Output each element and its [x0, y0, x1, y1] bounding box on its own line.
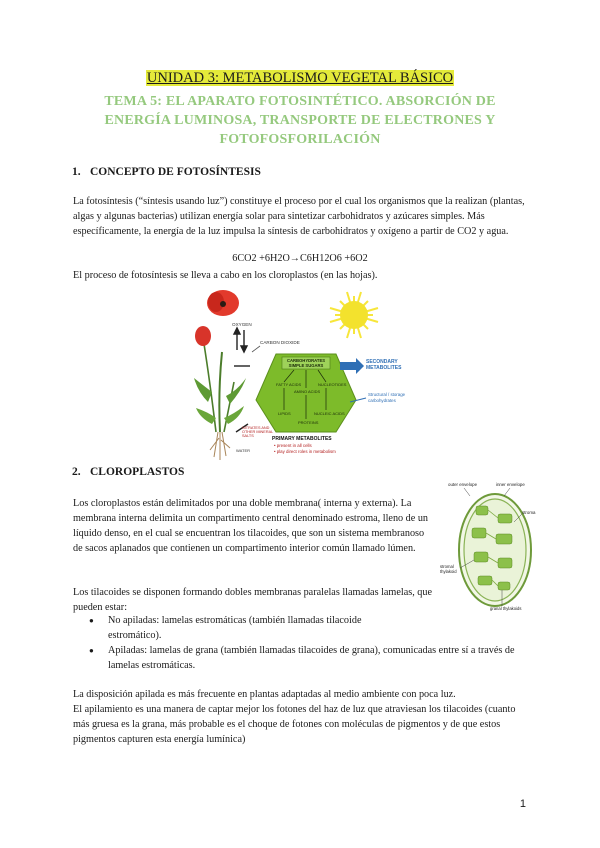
structural-carbohydrates-line2: carbohydrates: [368, 398, 396, 403]
secondary-metabolites-line1: SECONDARY: [366, 359, 398, 365]
fatty-acids-label: FATTY ACIDS: [276, 382, 302, 387]
stromal-thylakoid-line2: thylakoid: [440, 569, 457, 574]
unit-title: UNIDAD 3: METABOLISMO VEGETAL BÁSICO: [146, 70, 454, 86]
plant-metabolism-diagram: [190, 282, 430, 464]
primary-bullet1: • present in all cells: [274, 443, 312, 448]
page-number: 1: [519, 798, 526, 810]
list-item: ● No apiladas: lamelas estromáticas (también llamadas tilacoide estromático).: [73, 613, 408, 643]
lipids-label: LIPIDS: [278, 411, 291, 416]
proteins-label: PROTEINS: [298, 420, 319, 425]
chloroplast-icon: [459, 494, 531, 606]
list-item: ● Apiladas: lamelas de grana (también llamadas tilacoides de grana), comunicadas entre sí a través de lamelas estromáticas.: [73, 643, 523, 673]
lamellae-list: [73, 613, 523, 673]
nitrates-line2: OTHER MINERAL: [242, 430, 274, 434]
nucleic-acids-label: NUCLEIC ACIDS: [314, 411, 345, 416]
section2-heading: 2. CLOROPLASTOS: [72, 466, 185, 478]
simple-sugars-label: SIMPLE SUGARS: [288, 363, 324, 368]
stromal-thylakoid-line1: stromal: [440, 564, 454, 569]
granal-thylakoids-label: granal thylakoids: [490, 606, 522, 611]
section2-paragraph1: Los cloroplastos están delimitados por una doble membrana( interna y externa). La membrana interna delimita un compartimento central denominado estroma, lleno de un líquido denso, en el cual se encuentran los tilacoides, que son un sistema membranoso de sacos aplanados que contienen un compartimento interior común llamado lúmen.: [73, 498, 429, 554]
section1-paragraph1: La fotosíntesis (“síntesis usando luz”) constituye el proceso por el cual los organismos que la realizan (plantas, algas y algunas bacterias) utilizan energía solar para sintetizar carbohidratos y azúcares simples. Más específicamente, la energía de la luz impulsa la síntesis de carbohidratos y oxígeno a partir de CO2 y agua.: [73, 196, 525, 237]
section1-heading: 1. CONCEPTO DE FOTOSÍNTESIS: [72, 166, 261, 178]
section2-paragraph2: Los tilacoides se disponen formando dobles membranas paralelas llamadas lamelas, que pueden estar:: [73, 587, 432, 613]
chloroplast-diagram: [440, 478, 550, 618]
section2-paragraph4: El apilamiento es una manera de captar mejor los fotones del haz de luz que atraviesan los tilacoides (cuanto más gruesa es la grana, más probable es el choque de fotones con moléculas de pigmentos y de que estos pigmentos capturen esta energía lumínica): [73, 704, 516, 745]
nucleotides-label: NUCLEOTIDES: [318, 382, 347, 387]
nitrates-line1: NITRATES AND: [242, 426, 270, 430]
secondary-metabolites-line2: METABOLITES: [366, 365, 402, 371]
primary-metabolites-label: PRIMARY METABOLITES: [272, 436, 332, 442]
topic-title: TEMA 5: EL APARATO FOTOSINTÉTICO. ABSORCIÓN DE ENERGÍA LUMINOSA, TRANSPORTE DE ELECTRONES Y FOTOFOSFORILACIÓN: [104, 94, 496, 147]
photosynthesis-equation: 6CO2 +6H2O→C6H12O6 +6O2: [232, 253, 368, 264]
section1-paragraph2: El proceso de fotosíntesis se lleva a cabo en los cloroplastos (en las hojas).: [73, 270, 378, 281]
sun-icon: [330, 292, 378, 338]
primary-bullet2: • play direct roles in metabolism: [274, 449, 336, 454]
section2-paragraph3: La disposición apilada es más frecuente en plantas adaptadas al medio ambiente con poca luz.: [73, 689, 456, 700]
nitrates-line3: SALTS: [242, 434, 254, 438]
carbohydrates-label: CARBOHYDRATES: [286, 358, 326, 363]
carbon-dioxide-label: CARBON DIOXIDE: [260, 340, 300, 345]
stroma-label: stroma: [522, 510, 536, 515]
inner-envelope-label: inner envelope: [496, 482, 525, 487]
water-label: WATER: [236, 448, 250, 453]
poppy-plant-icon: [194, 290, 246, 460]
oxygen-label: OXYGEN: [232, 322, 252, 327]
structural-carbohydrates-line1: Structural / storage: [368, 392, 406, 397]
amino-acids-label: AMINO ACIDS: [294, 389, 321, 394]
outer-envelope-label: outer envelope: [448, 482, 478, 487]
